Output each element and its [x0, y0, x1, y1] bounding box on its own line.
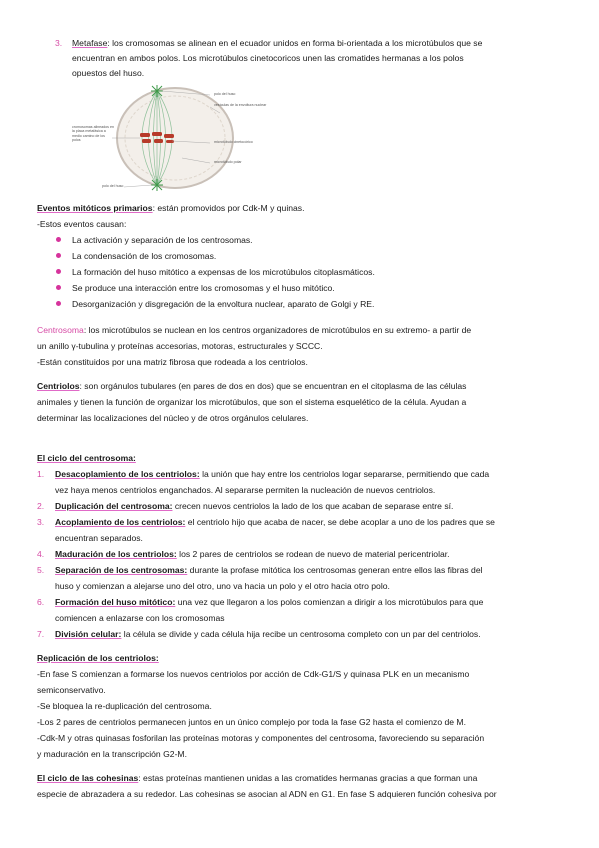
ciclo-item-text: los 2 pares de centriolos se rodean de nuevo de material pericentriolar. — [176, 549, 450, 559]
centrosoma-line-3: -Están constituidos por una matriz fibrosa que rodeada a los centriolos. — [37, 357, 308, 367]
ciclo-item-term: Duplicación del centrosoma: — [55, 501, 173, 511]
ciclo-item-term: Formación del huso mitótico: — [55, 597, 176, 607]
metaphase-figure — [72, 83, 287, 193]
ciclo-item-line — [55, 516, 585, 528]
list-number: 3. — [37, 517, 45, 527]
ciclo-item-cont: comiencen a enlazarse con los cromosomas — [55, 613, 225, 623]
eventos-item: Se produce una interacción entre los cromosomas y el huso mitótico. — [72, 283, 335, 293]
ciclo-item-line — [55, 500, 585, 512]
ciclo-item-text: el centriolo hijo que acaba de nacer, se debe acoplar a uno de los padres que se — [185, 517, 495, 527]
ciclo-item-line — [55, 548, 585, 560]
eventos-item: Desorganización y disgregación de la envoltura nuclear, aparato de Golgi y RE. — [72, 299, 375, 309]
replicacion-heading-line — [37, 652, 567, 664]
centrosoma-term: Centrosoma — [37, 325, 84, 335]
metafase-text: : los cromosomas se alinean en el ecuador unidos en forma bi-orientada a los microtúbulos que se — [107, 38, 483, 48]
label-vesicles: vesículas de la envoltura nuclear — [214, 103, 267, 107]
ciclo-item-line — [55, 468, 585, 480]
ciclo-item-cont: encuentran separados. — [55, 533, 143, 543]
ciclo-item-term: Separación de los centrosomas: — [55, 565, 188, 575]
bullet-icon — [56, 237, 61, 242]
centrosoma-line-1 — [37, 324, 567, 336]
ciclo-item-term: Maduración de los centriolos: — [55, 549, 177, 559]
label-spindle-pole-top: polo del huso — [214, 92, 236, 96]
metafase-term: Metafase — [72, 38, 108, 48]
list-number: 3. — [55, 38, 63, 48]
ciclo-item-text: la unión que hay entre los centriolos logar separarse, permitiendo que cada — [199, 469, 490, 479]
centriolos-line-2: animales y tienen la función de organizar los microtúbulos, que son el sistema esquelético de la célula. Ayudan a — [37, 397, 467, 407]
metafase-line-1 — [72, 37, 599, 49]
centriolos-line-1 — [37, 380, 567, 392]
replicacion-line: -Se bloquea la re-duplicación del centrosoma. — [37, 701, 212, 711]
label-spindle-pole-bottom: polo del huso — [102, 184, 124, 188]
eventos-item: La formación del huso mitótico a expensas de los microtúbulos citoplasmáticos. — [72, 267, 375, 277]
list-number: 7. — [37, 629, 45, 639]
replicacion-heading: Replicación de los centriolos: — [37, 653, 159, 663]
replicacion-line: y maduración en la transcripción G2-M. — [37, 749, 187, 759]
eventos-heading-line — [37, 202, 567, 214]
replicacion-line: -En fase S comienzan a formarse los nuevos centriolos por acción de Cdk-G1/S y quinasa PLK en un mecanismo — [37, 669, 470, 679]
centrosoma-line-2: un anillo γ-tubulina y proteínas accesorias, motoras, estructurales y SCCC. — [37, 341, 323, 351]
ciclo-item-term: Acoplamiento de los centriolos: — [55, 517, 186, 527]
list-number: 6. — [37, 597, 45, 607]
label-chromosomes: cromosomas alineados en la placa metafásica a medio camino de los polos — [72, 125, 114, 142]
replicacion-line: -Cdk-M y otras quinasas fosforilan las proteínas motoras y componentes del centrosoma, favoreciendo su separación — [37, 733, 485, 743]
label-kinetochore-microtubule: microtúbulo cinetocórico — [214, 140, 253, 144]
ciclo-item-line — [55, 628, 585, 640]
centriolos-text: : son orgánulos tubulares (en pares de dos en dos) que se encuentran en el citoplasma de las células — [79, 381, 467, 391]
ciclo-item-cont: huso y comienzan a alejarse uno del otro, uno va hacia un polo y el otro hacia otro polo. — [55, 581, 390, 591]
spindle-pole-top — [151, 85, 163, 97]
eventos-heading: Eventos mitóticos primarios — [37, 203, 153, 213]
eventos-item: La condensación de los cromosomas. — [72, 251, 217, 261]
cohesinas-line-2: especie de abrazadera a su rededor. Las cohesinas se asocian al ADN en G1. En fase S adquieren función cohesiva por — [37, 789, 497, 799]
bullet-icon — [56, 253, 61, 258]
ciclo-item-text: una vez que llegaron a los polos comienzan a dirigir a los microtúbulos para que — [175, 597, 484, 607]
eventos-heading-rest: : están promovidos por Cdk-M y quinas. — [152, 203, 305, 213]
ciclo-item-term: Desacoplamiento de los centriolos: — [55, 469, 200, 479]
eventos-intro: -Estos eventos causan: — [37, 219, 127, 229]
cohesinas-term: El ciclo de las cohesinas — [37, 773, 139, 783]
list-number: 4. — [37, 549, 45, 559]
label-polar-microtubule: microtúbulo polar — [214, 160, 242, 164]
ciclo-item-text: la célula se divide y cada célula hija recibe un centrosoma completo con un par del centriolos. — [121, 629, 481, 639]
cohesinas-text: : estas proteínas mantienen unidas a las cromatides hermanas gracias a que forman una — [138, 773, 478, 783]
eventos-item: La activación y separación de los centrosomas. — [72, 235, 253, 245]
metafase-line-2: encuentran en ambos polos. Los microtúbulos cinetocoricos unen las cromatides hermanas a los polos — [72, 53, 464, 63]
ciclo-item-term: División celular: — [55, 629, 122, 639]
centriolos-term: Centriolos — [37, 381, 80, 391]
list-number: 1. — [37, 469, 45, 479]
centriolos-line-3: determinar las localizaciones del núcleo y de otros orgánulos celulares. — [37, 413, 309, 423]
ciclo-item-text: crecen nuevos centriolos la lado de los que acaban de separase entre sí. — [172, 501, 454, 511]
spindle-pole-bottom — [151, 179, 163, 191]
cohesinas-line-1 — [37, 772, 567, 784]
ciclo-item-text: durante la profase mitótica los centrosomas generan entre ellos las fibras del — [187, 565, 483, 575]
ciclo-item-line — [55, 564, 585, 576]
list-number: 2. — [37, 501, 45, 511]
bullet-icon — [56, 285, 61, 290]
centrosoma-text: : los microtúbulos se nuclean en los centros organizadores de microtúbulos en su extremo- a partir de — [83, 325, 472, 335]
ciclo-heading-line — [37, 452, 567, 464]
replicacion-line: semiconservativo. — [37, 685, 106, 695]
bullet-icon — [56, 269, 61, 274]
list-number: 5. — [37, 565, 45, 575]
ciclo-item-line — [55, 596, 585, 608]
metafase-line-3: opuestos del huso. — [72, 68, 145, 78]
bullet-icon — [56, 301, 61, 306]
ciclo-item-cont: vez haya menos centriolos enganchados. Al separarse permiten la nucleación de nuevos centriolos. — [55, 485, 436, 495]
replicacion-line: -Los 2 pares de centriolos permanecen juntos en un único complejo por toda la fase G2 hasta el comienzo de M. — [37, 717, 466, 727]
ciclo-heading: El ciclo del centrosoma: — [37, 453, 136, 463]
